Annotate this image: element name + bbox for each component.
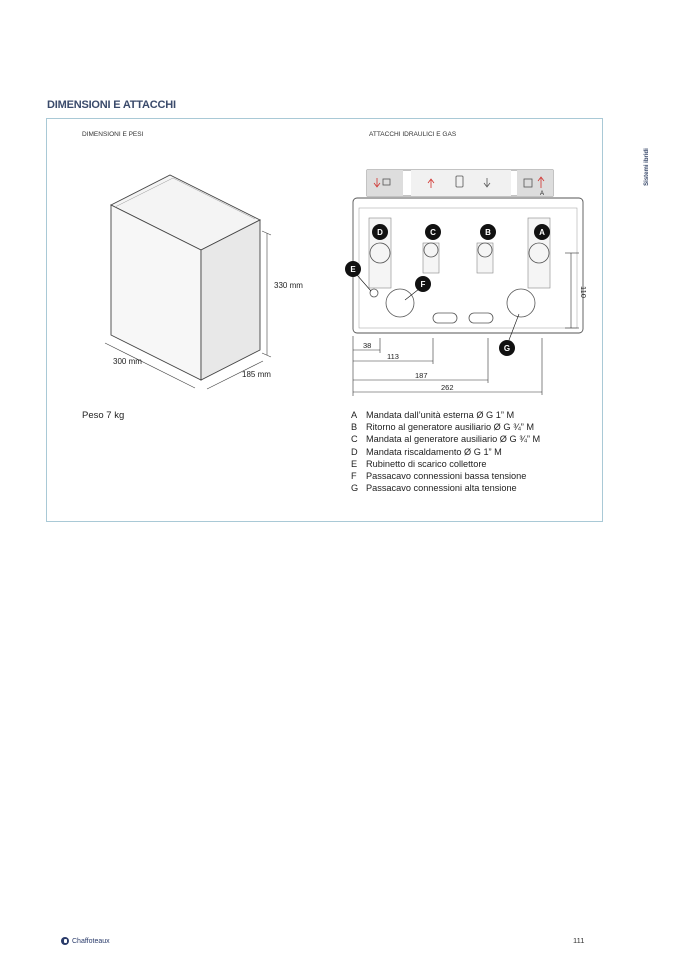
cable-gland-f: [386, 289, 414, 317]
drain-valve-e: [370, 289, 378, 297]
footer-logo: [61, 937, 110, 945]
dimensions-title: DIMENSIONI E PESI: [82, 131, 144, 138]
legend-item: C Mandata al generatore ausiliario Ø G ¾” M: [351, 434, 541, 445]
svg-text:G: G: [503, 344, 511, 353]
dim-38: 38: [363, 341, 372, 350]
brand-name: Chaffoteaux: [72, 937, 110, 945]
dim-262: 262: [441, 383, 454, 392]
legend-item: B Ritorno al generatore ausiliario Ø G ¾” M: [351, 422, 534, 433]
svg-text:E: E: [350, 265, 356, 274]
page-number: 111: [573, 936, 585, 945]
dim-187: 187: [415, 371, 428, 380]
side-tab-label: Sistemi ibridi: [643, 148, 650, 186]
legend-item: E Rubinetto di scarico collettore: [351, 458, 487, 469]
pipe-b: [477, 243, 493, 273]
pipe-c: [423, 243, 439, 273]
side-tab: [643, 140, 660, 200]
legend-item: G Passacavo connessioni alta tensione: [351, 483, 517, 494]
width-label: 300 mm: [113, 357, 142, 366]
height-label: 330 mm: [274, 281, 303, 290]
legend-item: F Passacavo connessioni bassa tensione: [351, 471, 527, 482]
svg-text:B: B: [485, 228, 491, 237]
icon-label-a: A: [540, 191, 545, 197]
dim-113: 113: [387, 352, 399, 361]
legend-item: A Mandata dall’unità esterna Ø G 1” M: [351, 410, 515, 420]
connections-legend: [351, 409, 540, 494]
svg-text:D: D: [377, 228, 383, 237]
cable-gland-g: [507, 289, 535, 317]
svg-text:A: A: [539, 228, 545, 237]
depth-label: 185 mm: [242, 370, 271, 379]
section-title: DIMENSIONI E ATTACCHI: [47, 99, 176, 111]
connections-drawing: [343, 168, 593, 398]
connections-title: ATTACCHI IDRAULICI E GAS: [369, 131, 457, 138]
legend-item: D Mandata riscaldamento Ø G 1” M: [351, 446, 502, 457]
dim-110: 110: [579, 286, 588, 298]
brand-logo-icon: [61, 937, 69, 945]
svg-text:F: F: [420, 280, 426, 289]
weight-text: Peso 7 kg: [82, 410, 125, 421]
svg-text:C: C: [430, 228, 436, 237]
